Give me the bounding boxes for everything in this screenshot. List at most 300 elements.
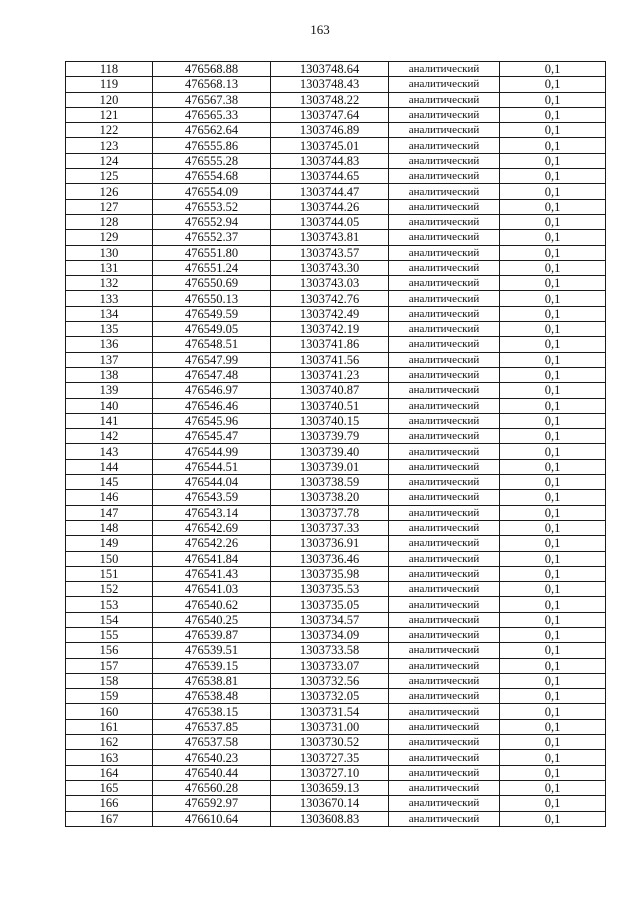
x-coordinate-cell: 476540.23 [153,750,271,765]
x-coordinate-cell: 476540.62 [153,597,271,612]
table-row [66,612,606,627]
method-cell: аналитический [389,337,500,352]
method-cell: аналитический [389,322,500,337]
table-row [66,92,606,107]
y-coordinate-cell: 1303744.65 [271,169,389,184]
point-number-cell: 156 [66,643,153,658]
table-row [66,536,606,551]
x-coordinate-cell: 476539.15 [153,658,271,673]
table-row [66,444,606,459]
y-coordinate-cell: 1303742.49 [271,306,389,321]
method-cell: аналитический [389,735,500,750]
y-coordinate-cell: 1303744.83 [271,153,389,168]
table-row [66,107,606,122]
method-cell: аналитический [389,306,500,321]
y-coordinate-cell: 1303743.81 [271,230,389,245]
table-row [66,169,606,184]
point-number-cell: 152 [66,582,153,597]
accuracy-cell: 0,1 [500,199,606,214]
point-number-cell: 121 [66,107,153,122]
table-row [66,260,606,275]
method-cell: аналитический [389,643,500,658]
y-coordinate-cell: 1303735.05 [271,597,389,612]
x-coordinate-cell: 476568.88 [153,62,271,77]
x-coordinate-cell: 476547.48 [153,367,271,382]
accuracy-cell: 0,1 [500,520,606,535]
x-coordinate-cell: 476538.48 [153,689,271,704]
y-coordinate-cell: 1303734.57 [271,612,389,627]
x-coordinate-cell: 476545.96 [153,413,271,428]
x-coordinate-cell: 476538.15 [153,704,271,719]
table-row [66,750,606,765]
method-cell: аналитический [389,505,500,520]
table-row [66,551,606,566]
method-cell: аналитический [389,169,500,184]
x-coordinate-cell: 476553.52 [153,199,271,214]
accuracy-cell: 0,1 [500,92,606,107]
y-coordinate-cell: 1303727.35 [271,750,389,765]
x-coordinate-cell: 476548.51 [153,337,271,352]
x-coordinate-cell: 476541.43 [153,566,271,581]
table-row [66,184,606,199]
x-coordinate-cell: 476541.84 [153,551,271,566]
point-number-cell: 150 [66,551,153,566]
x-coordinate-cell: 476537.85 [153,719,271,734]
x-coordinate-cell: 476539.87 [153,627,271,642]
y-coordinate-cell: 1303736.46 [271,551,389,566]
coordinates-table-body [66,62,606,827]
y-coordinate-cell: 1303742.19 [271,322,389,337]
table-row [66,214,606,229]
y-coordinate-cell: 1303748.64 [271,62,389,77]
x-coordinate-cell: 476565.33 [153,107,271,122]
x-coordinate-cell: 476546.46 [153,398,271,413]
y-coordinate-cell: 1303748.22 [271,92,389,107]
method-cell: аналитический [389,245,500,260]
x-coordinate-cell: 476551.24 [153,260,271,275]
point-number-cell: 123 [66,138,153,153]
point-number-cell: 158 [66,673,153,688]
y-coordinate-cell: 1303741.23 [271,367,389,382]
x-coordinate-cell: 476554.68 [153,169,271,184]
x-coordinate-cell: 476544.99 [153,444,271,459]
page-number: 163 [310,22,330,37]
method-cell: аналитический [389,230,500,245]
accuracy-cell: 0,1 [500,77,606,92]
method-cell: аналитический [389,138,500,153]
table-row [66,62,606,77]
y-coordinate-cell: 1303731.54 [271,704,389,719]
y-coordinate-cell: 1303740.87 [271,383,389,398]
y-coordinate-cell: 1303730.52 [271,735,389,750]
y-coordinate-cell: 1303732.05 [271,689,389,704]
method-cell: аналитический [389,444,500,459]
accuracy-cell: 0,1 [500,245,606,260]
point-number-cell: 134 [66,306,153,321]
x-coordinate-cell: 476546.97 [153,383,271,398]
table-row [66,429,606,444]
table-row [66,230,606,245]
method-cell: аналитический [389,536,500,551]
accuracy-cell: 0,1 [500,337,606,352]
accuracy-cell: 0,1 [500,383,606,398]
point-number-cell: 143 [66,444,153,459]
x-coordinate-cell: 476544.04 [153,475,271,490]
method-cell: аналитический [389,352,500,367]
accuracy-cell: 0,1 [500,505,606,520]
point-number-cell: 138 [66,367,153,382]
point-number-cell: 165 [66,780,153,795]
table-row [66,276,606,291]
accuracy-cell: 0,1 [500,597,606,612]
point-number-cell: 125 [66,169,153,184]
method-cell: аналитический [389,383,500,398]
method-cell: аналитический [389,398,500,413]
point-number-cell: 142 [66,429,153,444]
method-cell: аналитический [389,689,500,704]
method-cell: аналитический [389,107,500,122]
accuracy-cell: 0,1 [500,719,606,734]
method-cell: аналитический [389,704,500,719]
accuracy-cell: 0,1 [500,138,606,153]
method-cell: аналитический [389,627,500,642]
method-cell: аналитический [389,811,500,826]
table-row [66,566,606,581]
coordinates-table [65,61,606,827]
accuracy-cell: 0,1 [500,123,606,138]
table-row [66,796,606,811]
table-row [66,459,606,474]
accuracy-cell: 0,1 [500,627,606,642]
x-coordinate-cell: 476538.81 [153,673,271,688]
point-number-cell: 163 [66,750,153,765]
x-coordinate-cell: 476552.37 [153,230,271,245]
y-coordinate-cell: 1303747.64 [271,107,389,122]
x-coordinate-cell: 476537.58 [153,735,271,750]
accuracy-cell: 0,1 [500,62,606,77]
table-row [66,582,606,597]
x-coordinate-cell: 476549.05 [153,322,271,337]
y-coordinate-cell: 1303744.47 [271,184,389,199]
y-coordinate-cell: 1303745.01 [271,138,389,153]
method-cell: аналитический [389,413,500,428]
x-coordinate-cell: 476550.69 [153,276,271,291]
y-coordinate-cell: 1303742.76 [271,291,389,306]
point-number-cell: 122 [66,123,153,138]
method-cell: аналитический [389,780,500,795]
accuracy-cell: 0,1 [500,673,606,688]
method-cell: аналитический [389,291,500,306]
point-number-cell: 130 [66,245,153,260]
x-coordinate-cell: 476544.51 [153,459,271,474]
y-coordinate-cell: 1303748.43 [271,77,389,92]
point-number-cell: 147 [66,505,153,520]
accuracy-cell: 0,1 [500,796,606,811]
table-row [66,811,606,826]
accuracy-cell: 0,1 [500,184,606,199]
accuracy-cell: 0,1 [500,429,606,444]
accuracy-cell: 0,1 [500,306,606,321]
table-row [66,735,606,750]
method-cell: аналитический [389,719,500,734]
x-coordinate-cell: 476562.64 [153,123,271,138]
table-row [66,153,606,168]
accuracy-cell: 0,1 [500,322,606,337]
x-coordinate-cell: 476540.44 [153,765,271,780]
table-row [66,413,606,428]
point-number-cell: 131 [66,260,153,275]
y-coordinate-cell: 1303739.01 [271,459,389,474]
y-coordinate-cell: 1303740.15 [271,413,389,428]
accuracy-cell: 0,1 [500,459,606,474]
method-cell: аналитический [389,520,500,535]
method-cell: аналитический [389,367,500,382]
method-cell: аналитический [389,551,500,566]
y-coordinate-cell: 1303733.58 [271,643,389,658]
accuracy-cell: 0,1 [500,612,606,627]
table-row [66,367,606,382]
x-coordinate-cell: 476560.28 [153,780,271,795]
table-row [66,704,606,719]
y-coordinate-cell: 1303737.33 [271,520,389,535]
table-row [66,597,606,612]
accuracy-cell: 0,1 [500,475,606,490]
accuracy-cell: 0,1 [500,750,606,765]
x-coordinate-cell: 476552.94 [153,214,271,229]
point-number-cell: 167 [66,811,153,826]
table-row [66,673,606,688]
point-number-cell: 128 [66,214,153,229]
y-coordinate-cell: 1303727.10 [271,765,389,780]
y-coordinate-cell: 1303737.78 [271,505,389,520]
x-coordinate-cell: 476541.03 [153,582,271,597]
method-cell: аналитический [389,77,500,92]
table-row [66,77,606,92]
method-cell: аналитический [389,582,500,597]
method-cell: аналитический [389,490,500,505]
point-number-cell: 120 [66,92,153,107]
point-number-cell: 155 [66,627,153,642]
method-cell: аналитический [389,184,500,199]
point-number-cell: 136 [66,337,153,352]
point-number-cell: 132 [66,276,153,291]
y-coordinate-cell: 1303743.03 [271,276,389,291]
y-coordinate-cell: 1303741.86 [271,337,389,352]
method-cell: аналитический [389,475,500,490]
accuracy-cell: 0,1 [500,490,606,505]
accuracy-cell: 0,1 [500,582,606,597]
x-coordinate-cell: 476568.13 [153,77,271,92]
x-coordinate-cell: 476549.59 [153,306,271,321]
x-coordinate-cell: 476542.26 [153,536,271,551]
method-cell: аналитический [389,796,500,811]
table-row [66,520,606,535]
table-row [66,643,606,658]
method-cell: аналитический [389,214,500,229]
table-row [66,765,606,780]
accuracy-cell: 0,1 [500,765,606,780]
x-coordinate-cell: 476539.51 [153,643,271,658]
y-coordinate-cell: 1303734.09 [271,627,389,642]
point-number-cell: 160 [66,704,153,719]
accuracy-cell: 0,1 [500,735,606,750]
x-coordinate-cell: 476554.09 [153,184,271,199]
method-cell: аналитический [389,276,500,291]
accuracy-cell: 0,1 [500,643,606,658]
y-coordinate-cell: 1303740.51 [271,398,389,413]
accuracy-cell: 0,1 [500,367,606,382]
x-coordinate-cell: 476550.13 [153,291,271,306]
method-cell: аналитический [389,750,500,765]
table-row [66,337,606,352]
x-coordinate-cell: 476592.97 [153,796,271,811]
accuracy-cell: 0,1 [500,169,606,184]
point-number-cell: 145 [66,475,153,490]
x-coordinate-cell: 476540.25 [153,612,271,627]
table-row [66,719,606,734]
y-coordinate-cell: 1303738.59 [271,475,389,490]
y-coordinate-cell: 1303744.26 [271,199,389,214]
table-row [66,658,606,673]
y-coordinate-cell: 1303733.07 [271,658,389,673]
method-cell: аналитический [389,260,500,275]
point-number-cell: 159 [66,689,153,704]
accuracy-cell: 0,1 [500,704,606,719]
x-coordinate-cell: 476543.59 [153,490,271,505]
y-coordinate-cell: 1303732.56 [271,673,389,688]
table-row [66,199,606,214]
point-number-cell: 166 [66,796,153,811]
method-cell: аналитический [389,459,500,474]
point-number-cell: 129 [66,230,153,245]
point-number-cell: 164 [66,765,153,780]
table-row [66,475,606,490]
accuracy-cell: 0,1 [500,566,606,581]
table-row [66,291,606,306]
accuracy-cell: 0,1 [500,658,606,673]
y-coordinate-cell: 1303739.79 [271,429,389,444]
point-number-cell: 127 [66,199,153,214]
table-row [66,322,606,337]
point-number-cell: 154 [66,612,153,627]
y-coordinate-cell: 1303739.40 [271,444,389,459]
method-cell: аналитический [389,153,500,168]
table-row [66,352,606,367]
y-coordinate-cell: 1303735.53 [271,582,389,597]
table-row [66,689,606,704]
accuracy-cell: 0,1 [500,780,606,795]
accuracy-cell: 0,1 [500,413,606,428]
accuracy-cell: 0,1 [500,352,606,367]
accuracy-cell: 0,1 [500,811,606,826]
point-number-cell: 118 [66,62,153,77]
accuracy-cell: 0,1 [500,260,606,275]
point-number-cell: 119 [66,77,153,92]
method-cell: аналитический [389,199,500,214]
y-coordinate-cell: 1303608.83 [271,811,389,826]
x-coordinate-cell: 476555.86 [153,138,271,153]
accuracy-cell: 0,1 [500,444,606,459]
y-coordinate-cell: 1303746.89 [271,123,389,138]
accuracy-cell: 0,1 [500,214,606,229]
table-row [66,123,606,138]
method-cell: аналитический [389,612,500,627]
y-coordinate-cell: 1303736.91 [271,536,389,551]
point-number-cell: 133 [66,291,153,306]
method-cell: аналитический [389,658,500,673]
accuracy-cell: 0,1 [500,551,606,566]
x-coordinate-cell: 476542.69 [153,520,271,535]
table-row [66,780,606,795]
x-coordinate-cell: 476551.80 [153,245,271,260]
accuracy-cell: 0,1 [500,398,606,413]
point-number-cell: 153 [66,597,153,612]
y-coordinate-cell: 1303731.00 [271,719,389,734]
x-coordinate-cell: 476545.47 [153,429,271,444]
y-coordinate-cell: 1303670.14 [271,796,389,811]
table-row [66,505,606,520]
accuracy-cell: 0,1 [500,230,606,245]
table-row [66,306,606,321]
accuracy-cell: 0,1 [500,291,606,306]
point-number-cell: 126 [66,184,153,199]
accuracy-cell: 0,1 [500,153,606,168]
table-row [66,398,606,413]
y-coordinate-cell: 1303743.30 [271,260,389,275]
point-number-cell: 140 [66,398,153,413]
point-number-cell: 149 [66,536,153,551]
x-coordinate-cell: 476543.14 [153,505,271,520]
point-number-cell: 162 [66,735,153,750]
y-coordinate-cell: 1303738.20 [271,490,389,505]
point-number-cell: 139 [66,383,153,398]
x-coordinate-cell: 476610.64 [153,811,271,826]
point-number-cell: 157 [66,658,153,673]
point-number-cell: 137 [66,352,153,367]
method-cell: аналитический [389,566,500,581]
method-cell: аналитический [389,765,500,780]
method-cell: аналитический [389,62,500,77]
method-cell: аналитический [389,92,500,107]
y-coordinate-cell: 1303743.57 [271,245,389,260]
point-number-cell: 151 [66,566,153,581]
y-coordinate-cell: 1303659.13 [271,780,389,795]
table-row [66,627,606,642]
point-number-cell: 124 [66,153,153,168]
y-coordinate-cell: 1303744.05 [271,214,389,229]
point-number-cell: 135 [66,322,153,337]
method-cell: аналитический [389,597,500,612]
table-row [66,138,606,153]
y-coordinate-cell: 1303741.56 [271,352,389,367]
table-row [66,383,606,398]
table-row [66,245,606,260]
point-number-cell: 161 [66,719,153,734]
point-number-cell: 146 [66,490,153,505]
accuracy-cell: 0,1 [500,107,606,122]
point-number-cell: 141 [66,413,153,428]
table-row [66,490,606,505]
accuracy-cell: 0,1 [500,276,606,291]
accuracy-cell: 0,1 [500,536,606,551]
x-coordinate-cell: 476555.28 [153,153,271,168]
x-coordinate-cell: 476567.38 [153,92,271,107]
method-cell: аналитический [389,429,500,444]
method-cell: аналитический [389,123,500,138]
y-coordinate-cell: 1303735.98 [271,566,389,581]
method-cell: аналитический [389,673,500,688]
x-coordinate-cell: 476547.99 [153,352,271,367]
